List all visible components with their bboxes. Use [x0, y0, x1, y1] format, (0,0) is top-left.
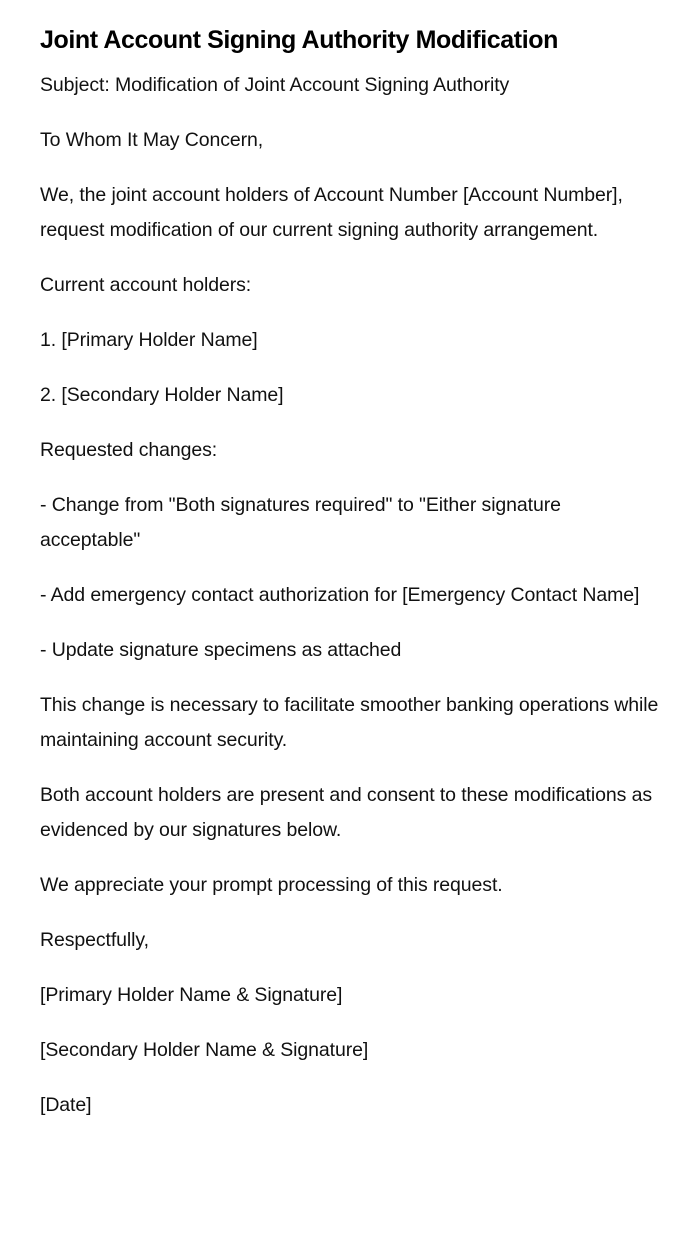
closing: Respectfully, — [40, 929, 149, 951]
salutation: To Whom It May Concern, — [40, 129, 264, 151]
change-item-specimens: - Update signature specimens as attached — [40, 639, 402, 661]
subject-line: Subject: Modification of Joint Account Signing Authority — [40, 74, 510, 96]
holders-heading: Current account holders: — [40, 274, 252, 296]
change-item-emergency-contact: - Add emergency contact authorization for [Emergency Contact Name] — [40, 584, 640, 606]
reason-paragraph: This change is necessary to facilitate smoother banking operations while maintaining account security. — [40, 694, 659, 751]
document-page — [40, 22, 660, 1143]
change-item-signatures: - Change from "Both signatures required" to "Either signature acceptable" — [40, 494, 561, 551]
consent-paragraph: Both account holders are present and consent to these modifications as evidenced by our signatures below. — [40, 784, 652, 841]
appreciation-paragraph: We appreciate your prompt processing of this request. — [40, 874, 503, 896]
changes-heading: Requested changes: — [40, 439, 218, 461]
primary-signature-line: [Primary Holder Name & Signature] — [40, 984, 343, 1006]
holder-item-secondary: 2. [Secondary Holder Name] — [40, 384, 284, 406]
document-title: Joint Account Signing Authority Modification — [40, 26, 558, 54]
intro-paragraph: We, the joint account holders of Account Number [Account Number], request modification of our current signing authority arrangement. — [40, 184, 623, 241]
date-line: [Date] — [40, 1094, 92, 1116]
holder-item-primary: 1. [Primary Holder Name] — [40, 329, 258, 351]
secondary-signature-line: [Secondary Holder Name & Signature] — [40, 1039, 369, 1061]
